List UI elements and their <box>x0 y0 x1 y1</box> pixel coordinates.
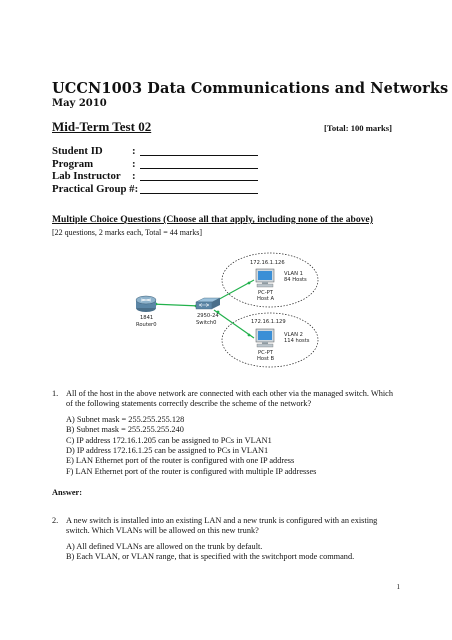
vlan1-label: VLAN 1 <box>284 271 303 277</box>
field-student-id <box>52 145 258 158</box>
practical-group-blank[interactable] <box>140 183 258 194</box>
option-d[interactable]: D) IP address 172.16.1.25 can be assigned to PCs in VLAN1 <box>66 446 269 456</box>
field-label: Program <box>52 157 94 170</box>
option-a[interactable]: A) Subnet mask = 255.255.255.128 <box>66 414 185 424</box>
router-model-label: 1841 <box>140 315 154 321</box>
link-router-switch <box>151 304 200 306</box>
answer-label: Answer: <box>52 488 82 497</box>
question-text: A new switch is installed into an existing LAN and a new trunk is configured with an existing switch. Which VLANs will be allowed on this new trunk? <box>66 516 378 536</box>
lab-instructor-blank[interactable] <box>140 170 258 181</box>
option-e[interactable]: E) LAN Ethernet port of the router is configured with one IP address <box>66 456 295 466</box>
test-title: Mid-Term Test 02 <box>52 119 152 134</box>
network-diagram <box>120 250 335 375</box>
question-options <box>66 415 397 477</box>
field-label: Lab Instructor <box>52 170 121 182</box>
vlan2-hosts: 114 hosts <box>284 338 310 344</box>
field-colon: : <box>132 157 136 170</box>
host-b-name: Host B <box>257 356 275 362</box>
router-icon <box>136 296 156 312</box>
field-colon: : <box>132 170 136 182</box>
host-a-ip: 172.16.1.126 <box>250 260 285 266</box>
question-options <box>66 542 397 563</box>
host-b-type: PC-PT <box>258 350 273 356</box>
field-lab-instructor <box>52 170 258 183</box>
question-number: 2. <box>52 516 59 525</box>
switch-icon <box>196 298 220 309</box>
field-label: Practical Group #: <box>52 182 139 195</box>
vlan1-hosts: 84 Hosts <box>284 277 307 283</box>
question-2 <box>52 516 397 563</box>
total-marks: [Total: 100 marks] <box>324 123 392 133</box>
pc-icon <box>256 329 274 347</box>
question-text: All of the host in the above network are connected with each other via the managed switch. Which of the following statements correctly describe the scheme of the network? <box>66 389 394 409</box>
option-f[interactable]: F) LAN Ethernet port of the router is configured with multiple IP addresses <box>66 466 317 476</box>
option-c[interactable]: C) IP address 172.16.1.205 can be assigned to PCs in VLAN1 <box>66 435 272 445</box>
pc-icon <box>256 269 274 287</box>
student-id-blank[interactable] <box>140 145 258 156</box>
field-program <box>52 158 258 171</box>
page-number: 1 <box>396 583 400 591</box>
question-1 <box>52 389 397 477</box>
switch-model-label: 2950-24 <box>197 313 219 319</box>
exam-date: May 2010 <box>52 98 107 109</box>
field-label: Student ID <box>52 145 103 157</box>
student-info-fields <box>52 145 258 195</box>
question-number: 1. <box>52 389 59 398</box>
host-a-type: PC-PT <box>258 290 273 296</box>
host-b-ip: 172.16.1.129 <box>251 319 286 325</box>
router-name-label: Router0 <box>136 322 157 328</box>
field-colon: : <box>132 145 136 157</box>
section-subheading: [22 questions, 2 marks each, Total = 44 marks] <box>52 228 202 237</box>
field-practical-group <box>52 183 258 196</box>
host-a-name: Host A <box>257 296 275 302</box>
vlan2-label: VLAN 2 <box>284 332 303 338</box>
section-heading: Multiple Choice Questions (Choose all that apply, including none of the above) <box>52 214 373 225</box>
option-b[interactable]: B) Each VLAN, or VLAN range, that is specified with the switchport mode command. <box>66 552 355 562</box>
program-blank[interactable] <box>140 158 258 169</box>
course-title: UCCN1003 Data Communications and Networks <box>52 80 449 97</box>
link-switch-host-b <box>214 310 254 338</box>
option-a[interactable]: A) All defined VLANs are allowed on the trunk by default. <box>66 541 263 551</box>
option-b[interactable]: B) Subnet mask = 255.255.255.240 <box>66 425 184 435</box>
switch-name-label: Switch0 <box>196 320 217 326</box>
